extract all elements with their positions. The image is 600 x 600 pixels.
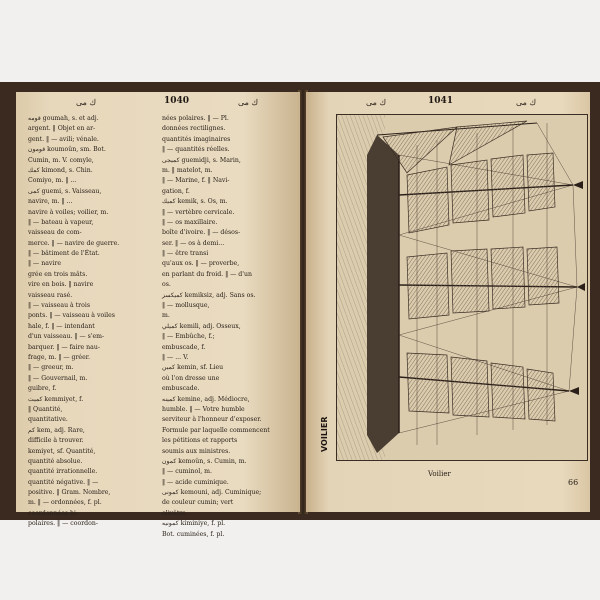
dictionary-line: ‖ — Embûche, f.;: [162, 333, 215, 341]
dictionary-line: positive. ‖ Gram. Nombre,: [28, 489, 111, 497]
dictionary-line: de couleur cumin; vert: [162, 499, 234, 507]
dictionary-line: كمينه kemine, adj. Médiocre,: [162, 395, 250, 403]
right-page-number: 1041: [428, 96, 454, 106]
sailing-ship-engraving: [337, 115, 587, 460]
dictionary-line: كم kem, adj. Rare,: [28, 426, 85, 434]
dictionary-line: ‖ — Gouvernail, m.: [28, 374, 88, 382]
dictionary-line: embuscade, f.: [162, 343, 206, 351]
dictionary-line: كمين kemin, sf. Lieu: [162, 364, 224, 372]
dictionary-line: Formule par laquelle commencent: [162, 426, 270, 434]
dictionary-line: ‖ — navire: [28, 260, 61, 268]
dictionary-line: ‖ — vaisseau à trois: [28, 302, 91, 310]
dictionary-line: gent. ‖ — avili; vénale.: [28, 135, 99, 143]
dictionary-line: ponts. ‖ — vaisseau à voiles: [28, 312, 115, 320]
dictionary-line: serviteur à l'honneur d'exposer.: [162, 416, 262, 424]
left-column-1: [28, 114, 150, 530]
dictionary-line: كمك kimond, s. Chin.: [28, 166, 93, 174]
right-page: [306, 92, 590, 512]
dictionary-line: ‖ — Marine, f. ‖ Navi-: [162, 177, 230, 185]
right-running-head-right: ك مى: [516, 98, 537, 107]
figure-caption: Voilier: [428, 470, 451, 478]
dictionary-line: hale, f. ‖ — intendant: [28, 322, 95, 330]
dictionary-line: كميك kemik, s. Os, m.: [162, 198, 228, 206]
sails: [383, 121, 559, 421]
dictionary-line: coordonnées bi-: [28, 509, 79, 517]
left-running-head: ك مى: [76, 98, 97, 107]
dictionary-line: quantités imaginaires: [162, 135, 231, 143]
dictionary-line: merce. ‖ — navire de guerre.: [28, 239, 120, 247]
left-running-head-right: ك مى: [238, 98, 259, 107]
dictionary-line: os.: [162, 281, 171, 289]
dictionary-line: où l'on dresse une: [162, 374, 220, 382]
dictionary-line: vaisseau de com-: [28, 229, 82, 237]
dictionary-line: quantitative.: [28, 416, 68, 424]
dictionary-line: كمونيه kiminiye, f. pl.: [162, 520, 226, 528]
figure-title-vertical: VOILIER: [320, 416, 329, 452]
dictionary-line: m. ‖ — ordonnées, f. pl.: [28, 499, 102, 507]
dictionary-line: Comiyo, m. ‖ ...: [28, 177, 77, 185]
dictionary-line: كميجى guemidji, s. Marin,: [162, 156, 241, 164]
left-column-2: [162, 114, 284, 540]
dictionary-line: m. ‖ matelot, m.: [162, 166, 213, 174]
dictionary-line: quantité absolue.: [28, 457, 83, 465]
dictionary-line: quantité négative. ‖ —: [28, 478, 99, 486]
dictionary-line: ‖ Quantité,: [28, 405, 63, 413]
dictionary-line: vire en bois. ‖ navire: [28, 281, 94, 289]
dictionary-line: ‖ — ... V.: [162, 353, 189, 361]
dictionary-line: ‖ — mollusque,: [162, 302, 210, 310]
dictionary-line: embuscade.: [162, 385, 200, 393]
dictionary-line: ‖ — os maxillaire.: [162, 218, 218, 226]
dictionary-line: vaisseau rasé.: [28, 291, 73, 299]
corner-page-marker: 66: [568, 478, 579, 487]
dictionary-line: كمى guemi, s. Vaisseau,: [28, 187, 102, 195]
dictionary-line: Cumin, m. V. comyle,: [28, 156, 94, 164]
dictionary-line: قومون koumoûn, sm. Bot.: [28, 146, 106, 154]
dictionary-line: humble. ‖ — Votre humble: [162, 405, 245, 413]
dictionary-line: données rectilignes.: [162, 125, 226, 133]
dictionary-line: les pétitions et rapports: [162, 437, 238, 445]
dictionary-line: ‖ — quantités réelles.: [162, 146, 230, 154]
dictionary-line: kemiyet, sf. Quantité,: [28, 447, 96, 455]
dictionary-line: ‖ — cuminol, m.: [162, 468, 212, 476]
dictionary-line: qu'aux os. ‖ — proverbe,: [162, 260, 240, 268]
ship-hull: [367, 135, 399, 453]
dictionary-line: ‖ — vertèbre cervicale.: [162, 208, 235, 216]
dictionary-line: كمونى kemouni, adj. Cuminique;: [162, 489, 262, 497]
dictionary-line: ‖ — greeur, m.: [28, 364, 74, 372]
dictionary-line: ‖ — être transi: [162, 250, 209, 258]
dictionary-line: navire à voiles; voilier, m.: [28, 208, 109, 216]
dictionary-line: difficile à trouver.: [28, 437, 84, 445]
dictionary-line: navire, m. ‖ ...: [28, 198, 73, 206]
dictionary-line: quantité irrationnelle.: [28, 468, 98, 476]
dictionary-line: grée en trois mâts.: [28, 270, 88, 278]
dictionary-line: frage, m. ‖ — gréer.: [28, 353, 90, 361]
dictionary-line: ‖ — acide cuminique.: [162, 478, 229, 486]
dictionary-line: ‖ — bateau à vapeur,: [28, 218, 94, 226]
dictionary-line: قومه goumah, s. et adj.: [28, 115, 99, 122]
dictionary-line: كمون kemoûn, s. Cumin, m.: [162, 457, 247, 465]
voilier-illustration: [336, 114, 588, 461]
dictionary-line: polaires. ‖ — coordon-: [28, 520, 98, 528]
dictionary-line: ser. ‖ — os à demi...: [162, 239, 225, 247]
dictionary-line: barquer. ‖ — faire nau-: [28, 343, 100, 351]
dictionary-line: olivâtre.: [162, 509, 188, 517]
dictionary-line: كميلي kemili, adj. Osseux,: [162, 322, 241, 330]
dictionary-line: كميكسز kemiksiz, adj. Sans os.: [162, 291, 256, 299]
dictionary-line: boîte d'ivoire. ‖ — désos-: [162, 229, 241, 237]
dictionary-line: nées polaires. ‖ — Pl.: [162, 115, 229, 122]
dictionary-line: argent. ‖ Objet en ar-: [28, 125, 96, 133]
dictionary-line: gation, f.: [162, 187, 190, 195]
right-running-head: ك مى: [366, 98, 387, 107]
dictionary-line: d'un vaisseau. ‖ — s'em-: [28, 333, 105, 341]
left-page-number: 1040: [164, 96, 190, 106]
dictionary-line: soumis aux ministres.: [162, 447, 231, 455]
dictionary-line: Bot. cuminées, f. pl.: [162, 530, 225, 538]
left-page: [16, 92, 300, 538]
dictionary-line: كميت kemmiyet, f.: [28, 395, 84, 403]
dictionary-line: en parlant du froid. ‖ — d'un: [162, 270, 252, 278]
dictionary-line: m.: [162, 312, 170, 320]
dictionary-line: ‖ — bâtiment de l'État.: [28, 250, 100, 258]
dictionary-line: guibre, f.: [28, 385, 57, 393]
